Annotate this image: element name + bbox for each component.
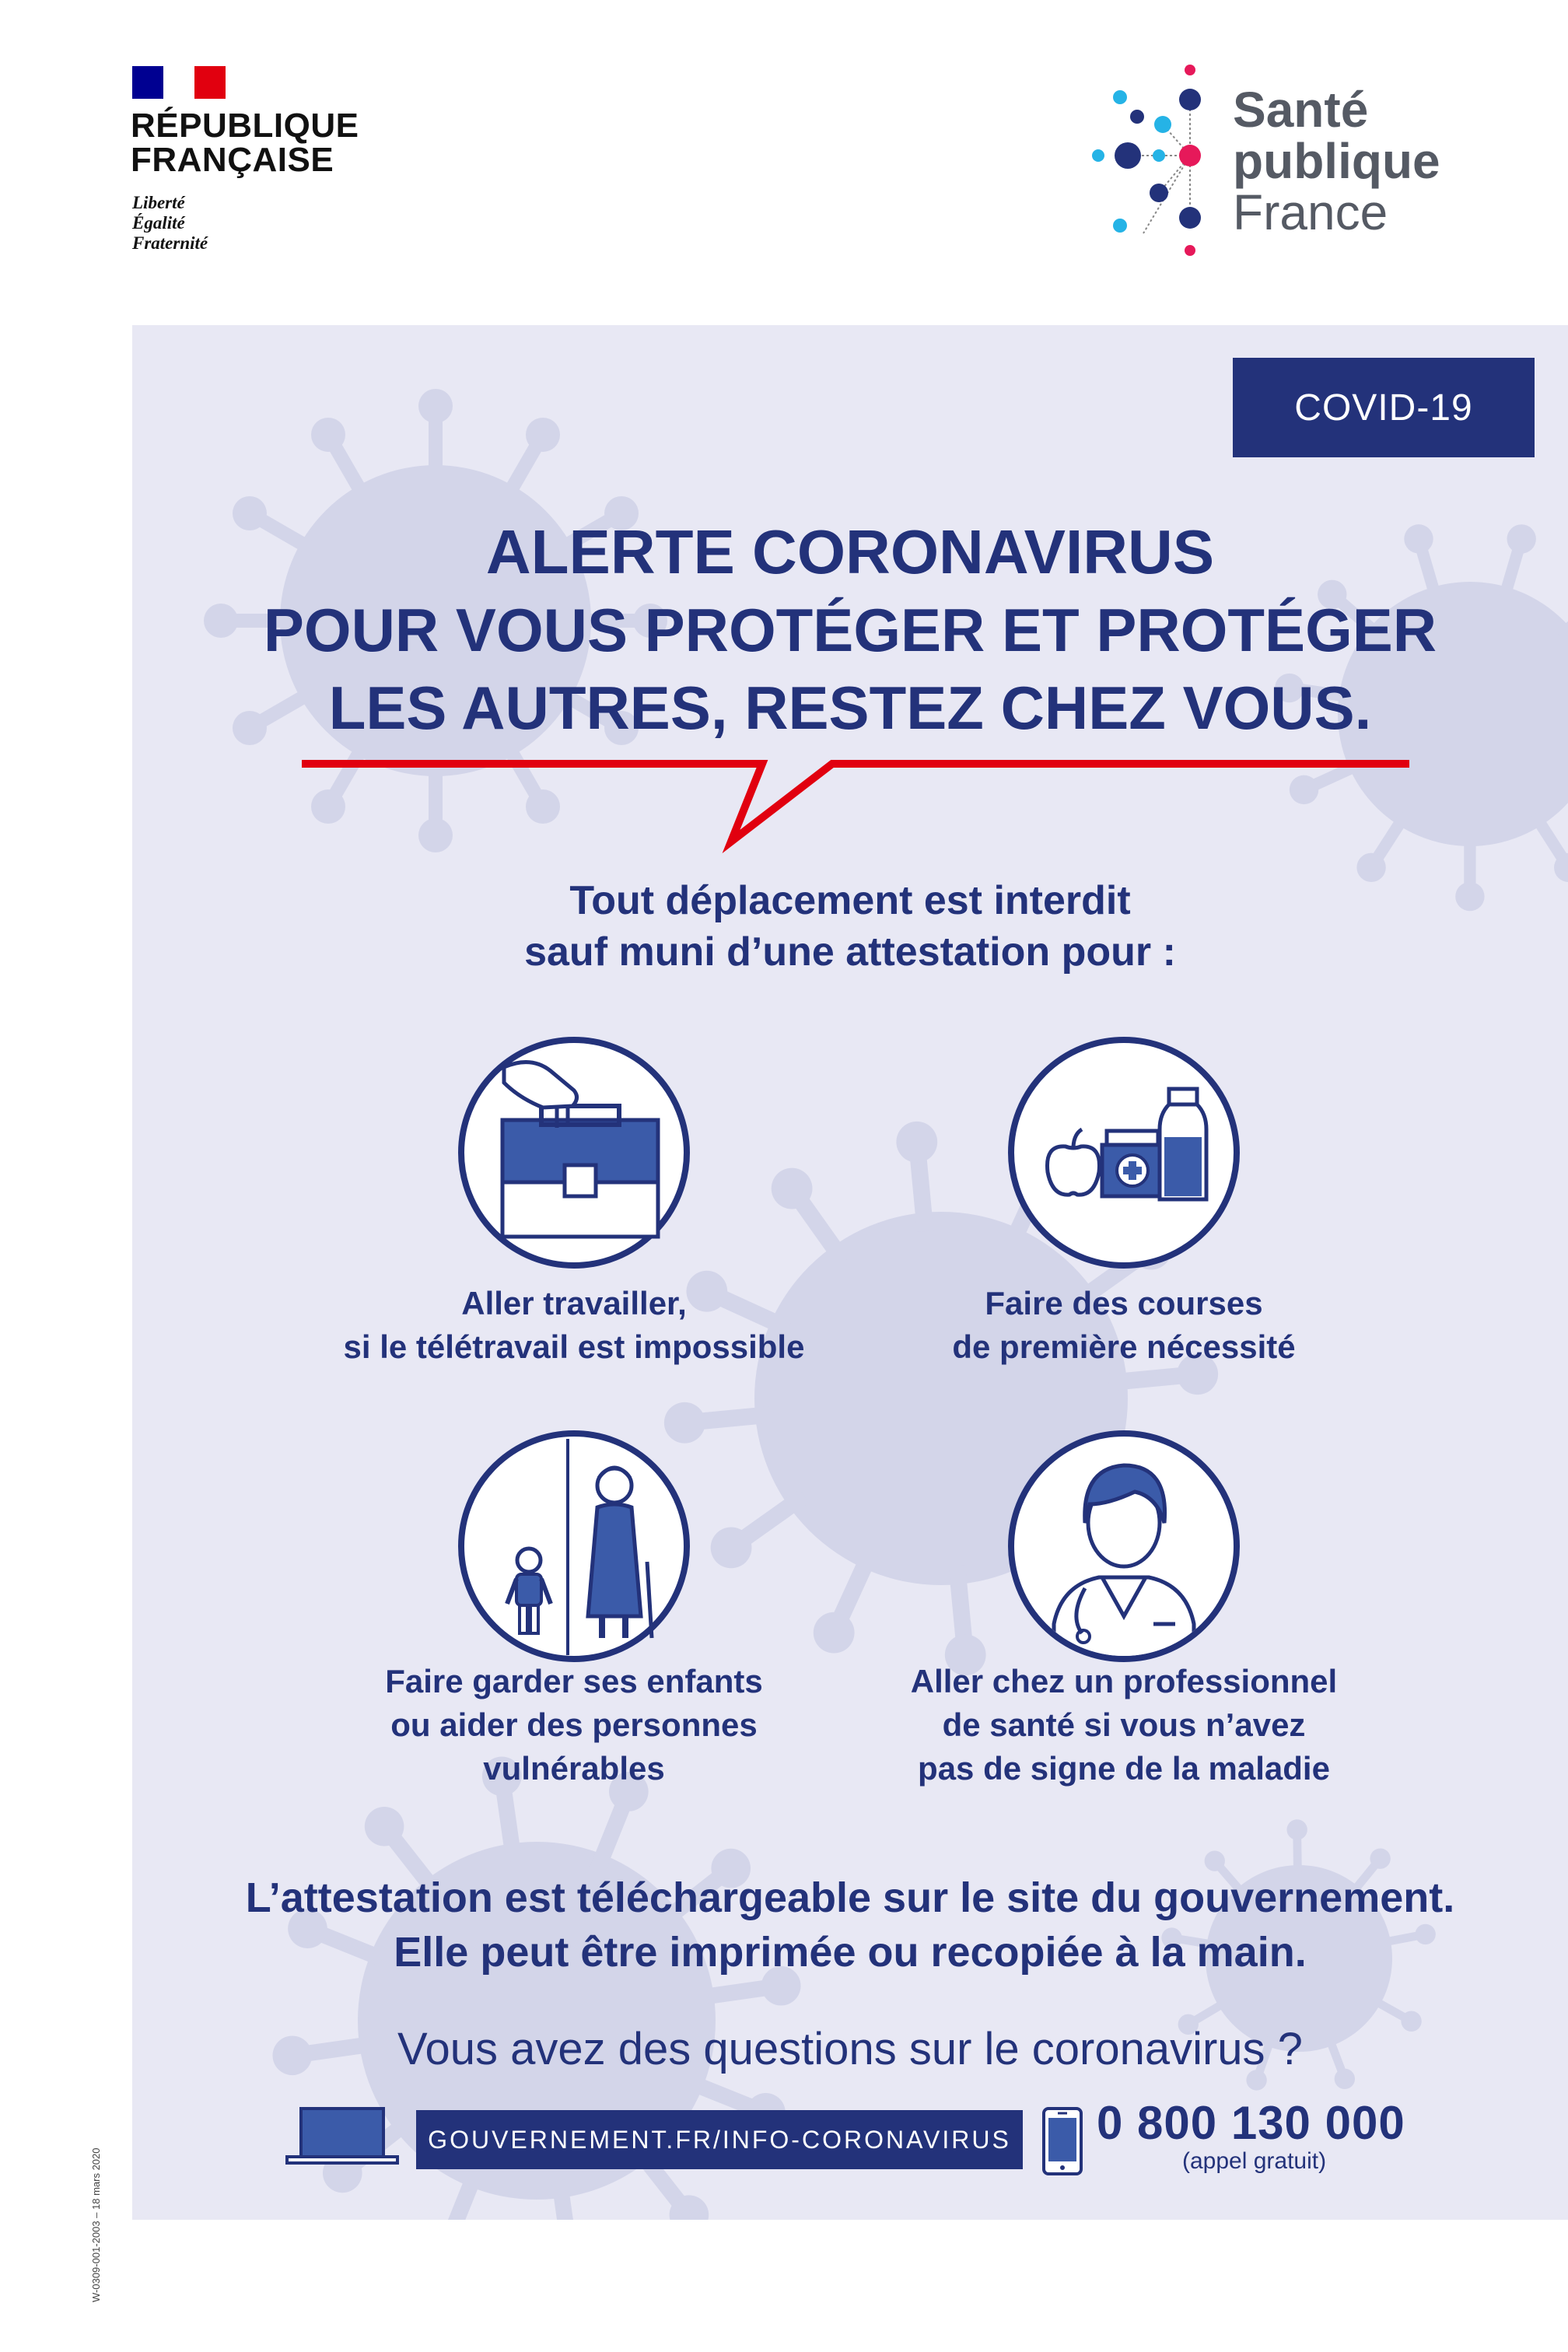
speech-bubble-line-icon [296,747,1416,856]
caption-children-line-2: ou aider des personnes [390,1706,758,1743]
headline-line-3: LES AUTRES, RESTEZ CHEZ VOUS. [328,674,1372,742]
covid-19-badge: COVID-19 [1233,358,1535,457]
attestation-note-line-1: L’attestation est téléchargeable sur le site du gouvernement. [245,1874,1455,1921]
french-flag-logo [132,66,226,99]
sante-publique-logo-icon [1089,62,1221,264]
child-elderly-icon [457,1430,691,1663]
laptop-icon [284,2104,401,2166]
groceries-icon [1007,1036,1241,1269]
headline-line-2: POUR VOUS PROTÉGER ET PROTÉGER [263,596,1437,664]
headline-line-1: ALERTE CORONAVIRUS [485,517,1215,586]
doctor-icon [1007,1430,1241,1663]
mobile-phone-icon [1041,2105,1084,2177]
caption-children-line-1: Faire garder ses enfants [385,1663,763,1699]
republique-francaise-title [131,109,359,177]
briefcase-icon [457,1036,691,1269]
motto-egalite: Égalité [132,213,185,233]
reference-code: W-0309-001-2003 – 18 mars 2020 [90,2147,102,2302]
francaise-line: FRANÇAISE [131,141,334,179]
spf-sante: Santé [1233,82,1369,138]
caption-children-line-3: vulnérables [483,1750,665,1787]
republique-line: RÉPUBLIQUE [131,107,359,145]
caption-work-line-2: si le télétravail est impossible [343,1328,805,1365]
phone-note: (appel gratuit) [1182,2148,1327,2174]
motto-liberte: Liberté [132,193,185,212]
motto-fraternite: Fraternité [132,233,208,253]
caption-children [278,1660,870,1790]
caption-groceries-line-1: Faire des courses [985,1285,1263,1321]
questions-line: Vous avez des questions sur le coronavirus ? [397,2024,1303,2074]
caption-health-line-3: pas de signe de la maladie [918,1750,1330,1787]
sante-publique-wordmark [1233,84,1440,238]
phone-number[interactable]: 0 800 130 000 [1097,2097,1405,2149]
spf-france: France [1233,184,1388,240]
caption-health-line-1: Aller chez un professionnel [910,1663,1338,1699]
caption-work-line-1: Aller travailler, [461,1285,687,1321]
republic-motto [132,193,208,254]
spf-publique: publique [1233,133,1440,189]
subtitle-line-2: sauf muni d’une attestation pour : [524,929,1176,975]
caption-groceries [828,1282,1419,1369]
attestation-note-line-2: Elle peut être imprimée ou recopiée à la main. [394,1929,1307,1976]
attestation-note [132,1871,1568,1979]
headline [132,513,1568,747]
subtitle [132,875,1568,978]
info-coronavirus-link[interactable]: GOUVERNEMENT.FR/INFO-CORONAVIRUS [416,2110,1023,2169]
caption-health-line-2: de santé si vous n’avez [942,1706,1306,1743]
caption-health [828,1660,1419,1790]
caption-work [278,1282,870,1369]
caption-groceries-line-2: de première nécessité [952,1328,1296,1365]
subtitle-line-1: Tout déplacement est interdit [569,878,1131,923]
